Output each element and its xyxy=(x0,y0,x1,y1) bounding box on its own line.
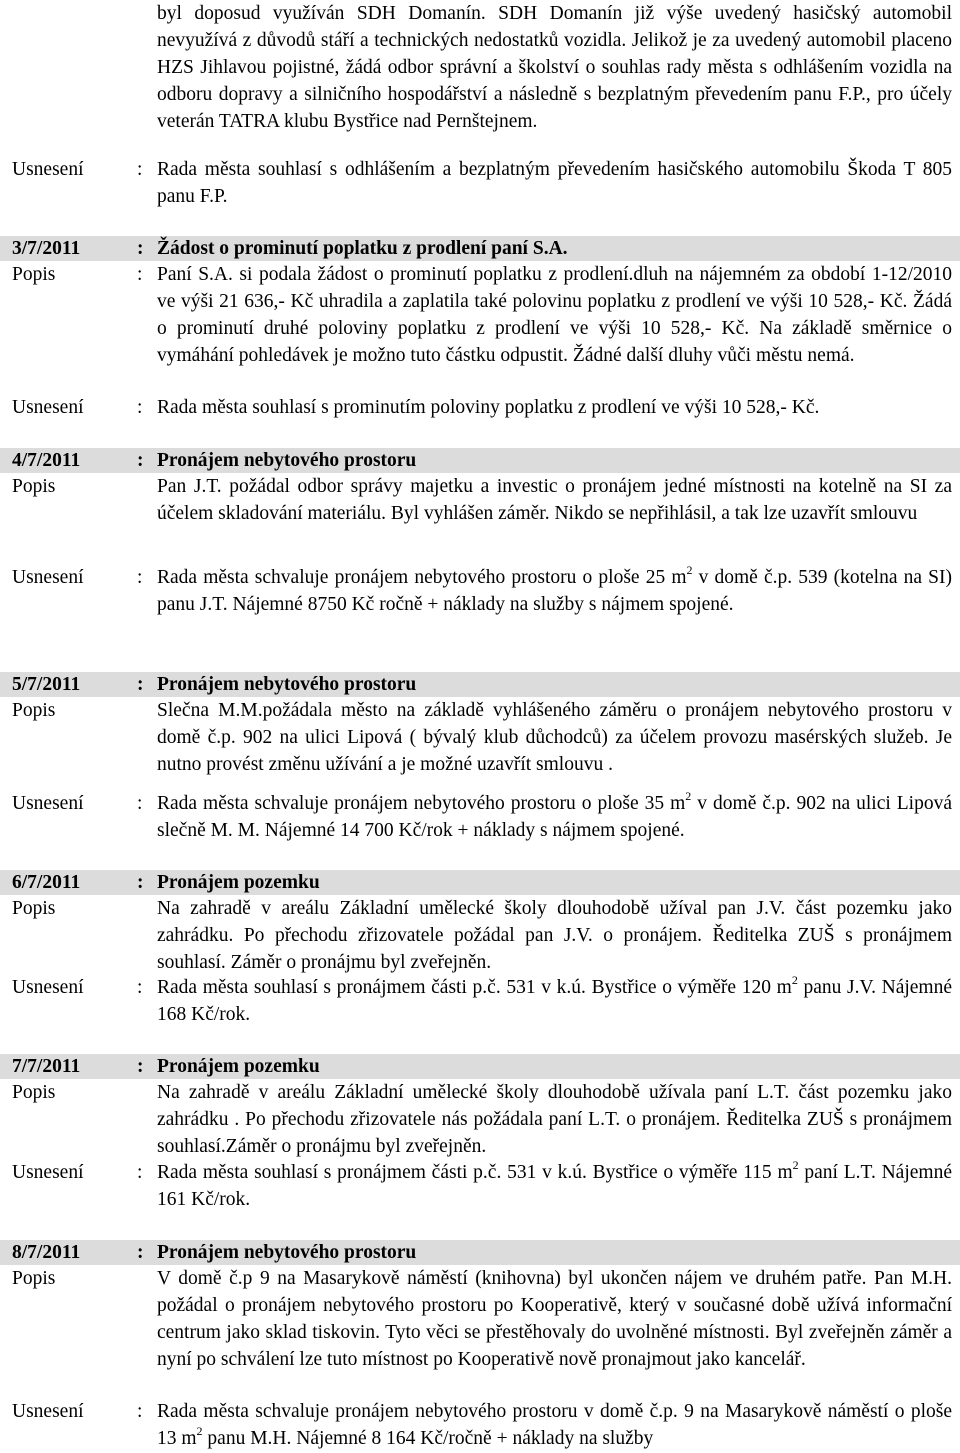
usneseni-text: Rada města souhlasí s prominutím poloviny poplatku z prodlení ve výši 10 528,- Kč. xyxy=(157,397,820,418)
superscript: 2 xyxy=(792,1158,799,1172)
colon: : xyxy=(137,1162,143,1183)
usneseni-label: Usnesení xyxy=(12,1401,84,1422)
item-header xyxy=(0,870,960,895)
usneseni-text-part: Rada města schvaluje pronájem nebytového prostoru o ploše 35 m xyxy=(157,793,686,814)
usneseni-label: Usnesení xyxy=(12,1162,84,1183)
usneseni-text-part: paní L.T. Nájemné 161 Kč/rok. xyxy=(157,1162,952,1210)
superscript: 2 xyxy=(196,1424,203,1438)
usneseni-text-part: v domě č.p. 539 (kotelna na SI) panu J.T. Nájemné 8750 Kč ročně + náklady na služby s nájmem spojené. xyxy=(157,567,952,615)
popis-label: Popis xyxy=(12,476,56,497)
colon: : xyxy=(137,1056,144,1077)
superscript: 2 xyxy=(686,563,693,577)
item-number: 5/7/2011 xyxy=(12,674,81,695)
colon: : xyxy=(137,264,143,285)
colon: : xyxy=(137,450,144,471)
usneseni-label: Usnesení xyxy=(12,159,84,180)
item-number: 8/7/2011 xyxy=(12,1242,81,1263)
item-header xyxy=(0,448,960,473)
popis-label: Popis xyxy=(12,898,56,919)
usneseni-label: Usnesení xyxy=(12,567,84,588)
colon: : xyxy=(137,159,143,180)
colon: : xyxy=(137,567,143,588)
usneseni-label: Usnesení xyxy=(12,397,84,418)
item-title: Pronájem nebytového prostoru xyxy=(157,674,417,695)
colon: : xyxy=(137,238,144,259)
colon: : xyxy=(137,397,143,418)
usneseni-text xyxy=(157,564,952,618)
usneseni-text-part: Rada města souhlasí s pronájmem části p.č. 531 v k.ú. Bystřice o výměře 120 m xyxy=(157,977,792,998)
item-header xyxy=(0,236,960,261)
popis-text: V domě č.p 9 na Masarykově náměstí (knihovna) byl ukončen nájem ve druhém patře. Pan M.H. požádal o pronájem nebytového prostoru po Kooperativě, který v současné době užívá informační centrum jako sklad tiskovin. Tyto věci se přestěhovaly do uvolněné místnosti. Byl zveřejněn záměr a nyní po schválení lze tuto místnost po Kooperativě nově pronajmout jako kancelář. xyxy=(157,1268,952,1370)
popis-label: Popis xyxy=(12,700,56,721)
popis-text: Slečna M.M.požádala město na základě vyhlášeného záměru o pronájem nebytového prostoru v domě č.p. 902 na ulici Lipová ( bývalý klub důchodců) za účelem provozu masérských služeb. Je nutno provést změnu užívání a je možné uzavřít smlouvu . xyxy=(157,700,952,775)
item-number: 4/7/2011 xyxy=(12,450,81,471)
item-title: Žádost o prominutí poplatku z prodlení paní S.A. xyxy=(157,238,568,259)
usneseni-text-part: Rada města schvaluje pronájem nebytového prostoru v domě č.p. 9 na Masarykově náměstí o ploše 13 m xyxy=(157,1401,952,1449)
usneseni-text-part: panu M.H. Nájemné 8 164 Kč/ročně + náklady na služby xyxy=(202,1428,654,1449)
usneseni-label: Usnesení xyxy=(12,793,84,814)
superscript: 2 xyxy=(685,789,692,803)
item-number: 3/7/2011 xyxy=(12,238,81,259)
usneseni-text-part: Rada města schvaluje pronájem nebytového prostoru o ploše 25 m xyxy=(157,567,687,588)
item-header xyxy=(0,1054,960,1079)
usneseni-label: Usnesení xyxy=(12,977,84,998)
item-title: Pronájem pozemku xyxy=(157,872,320,893)
usneseni-text-part: Rada města souhlasí s pronájmem části p.č. 531 v k.ú. Bystřice o výměře 115 m xyxy=(157,1162,793,1183)
usneseni-text-part: panu J.V. Nájemné 168 Kč/rok. xyxy=(157,977,952,1025)
usneseni-text xyxy=(157,974,952,1028)
item-number: 6/7/2011 xyxy=(12,872,81,893)
usneseni-text-part: v domě č.p. 902 na ulici Lipová slečně M. M. Nájemné 14 700 Kč/rok + náklady s nájmem spojené. xyxy=(157,793,952,841)
item-header xyxy=(0,672,960,697)
usneseni-text xyxy=(157,1159,952,1213)
popis-continued-text: byl doposud využíván SDH Domanín. SDH Domanín již výše uvedený hasičský automobil nevyužívá z důvodů stáří a technických nedostatků vozidla. Jelikož je za uvedený automobil placeno HZS Jihlavou pojistné, žádá odbor správní a školství o souhlas rady města s odhlášením vozidla na odboru dopravy a silničního hospodářství a následně s bezplatným převedením panu F.P., pro účely veterán TATRA klubu Bystřice nad Pernštejnem. xyxy=(157,3,952,132)
popis-text: Na zahradě v areálu Základní umělecké školy dlouhodobě užívala paní L.T. část pozemku jako zahrádku . Po přechodu zřizovatele nás požádala paní L.T. o pronájem. Ředitelka ZUŠ s pronájmem souhlasí.Záměr o pronájmu byl zveřejněn. xyxy=(157,1082,952,1157)
popis-label: Popis xyxy=(12,264,56,285)
popis-text: Na zahradě v areálu Základní umělecké školy dlouhodobě užíval pan J.V. část pozemku jako zahrádku. Po přechodu zřizovatele požádal pan J.V. o pronájem. Ředitelka ZUŠ s pronájmem souhlasí. Záměr o pronájmu byl zveřejněn. xyxy=(157,898,952,973)
item-header xyxy=(0,1240,960,1265)
colon: : xyxy=(137,1242,144,1263)
usneseni-text xyxy=(157,790,952,844)
popis-text: Pan J.T. požádal odbor správy majetku a investic o pronájem jedné místnosti na kotelně na SI za účelem skladování materiálu. Byl vyhlášen záměr. Nikdo se nepřihlásil, a tak lze uzavřít smlouvu xyxy=(157,476,952,524)
colon: : xyxy=(137,793,143,814)
colon: : xyxy=(137,674,144,695)
item-title: Pronájem nebytového prostoru xyxy=(157,450,417,471)
usneseni-text: Rada města souhlasí s odhlášením a bezplatným převedením hasičského automobilu Škoda T 805 panu F.P. xyxy=(157,159,952,207)
item-title: Pronájem nebytového prostoru xyxy=(157,1242,417,1263)
popis-label: Popis xyxy=(12,1082,56,1103)
colon: : xyxy=(137,1401,143,1422)
colon: : xyxy=(137,977,143,998)
superscript: 2 xyxy=(791,973,798,987)
item-title: Pronájem pozemku xyxy=(157,1056,320,1077)
usneseni-text xyxy=(157,1398,952,1452)
colon: : xyxy=(137,872,144,893)
popis-label: Popis xyxy=(12,1268,56,1289)
item-number: 7/7/2011 xyxy=(12,1056,81,1077)
popis-text: Paní S.A. si podala žádost o prominutí poplatku z prodlení.dluh na nájemném za období 1-12/2010 ve výši 21 636,- Kč uhradila a zaplatila také polovinu poplatku z prodlení ve výši 10 528,- Kč. Žádá o prominutí druhé poloviny poplatku z prodlení ve výši 10 528,- Kč. Na základě směrnice o vymáhání pohledávek je možno tuto částku odpustit. Žádné další dluhy vůči městu nemá. xyxy=(157,264,952,366)
